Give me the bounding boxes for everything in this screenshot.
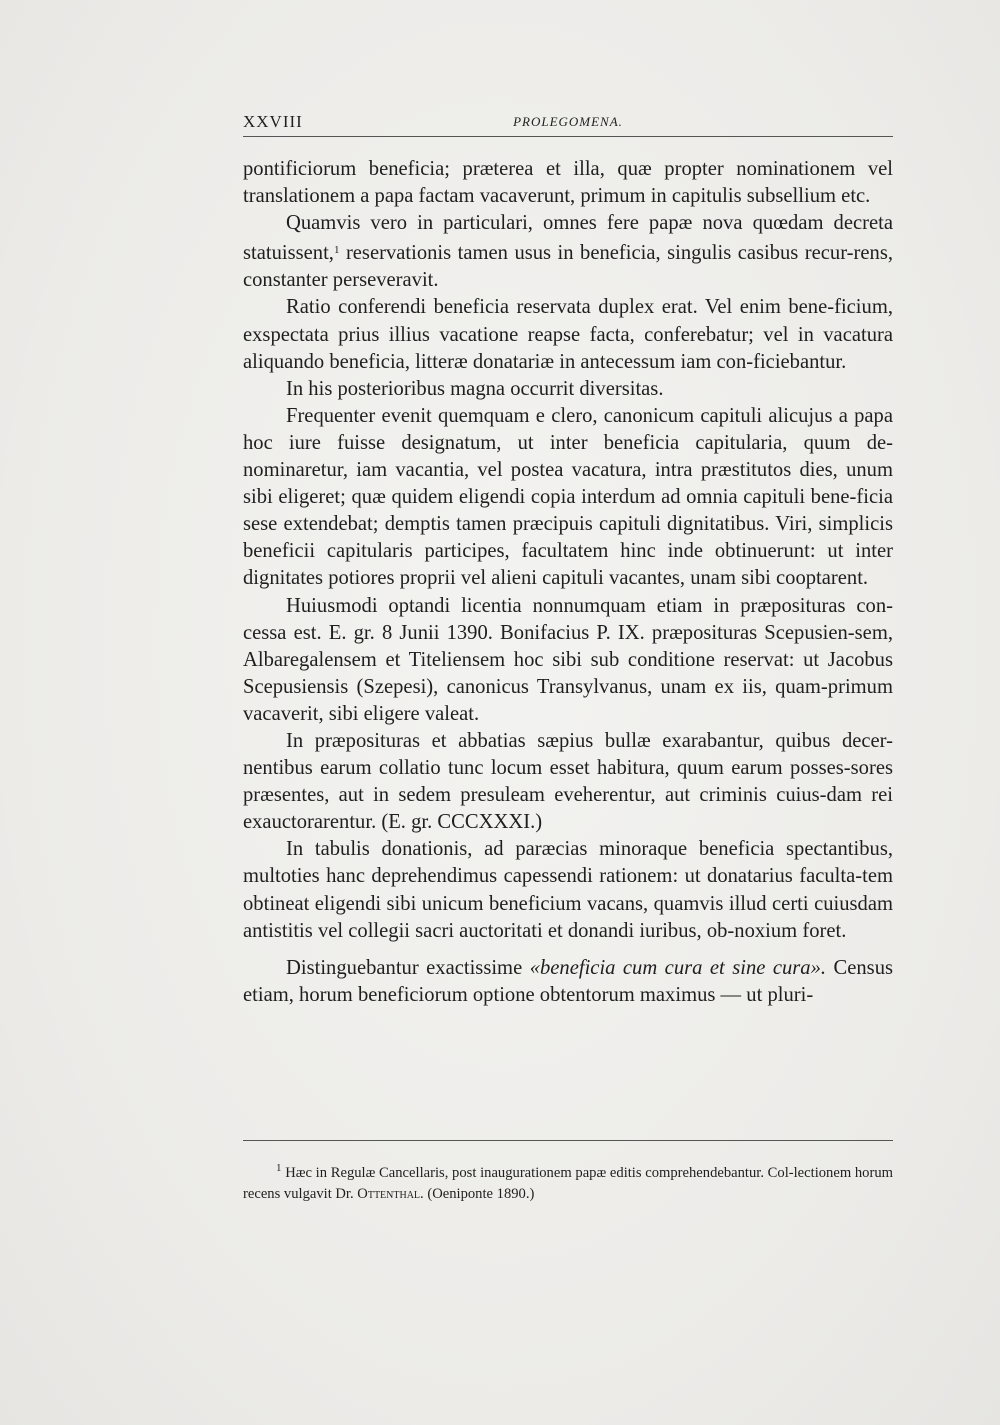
footnote xyxy=(243,1158,893,1205)
paragraph: In his posterioribus magna occurrit diversitas. xyxy=(286,377,664,400)
paragraph-text: Census etiam, horum beneficiorum optione obtentorum maximus — ut pluri- xyxy=(243,956,893,1006)
paragraph xyxy=(243,955,893,1009)
paragraph: In tabulis donationis, ad paræcias minoraque beneficia spectantibus, multoties hanc deprehendimus capessendi rationem: ut donatarius faculta-tem obtineat eligendi sibi unicum beneficium vacans, quamvis illud certi cuiusdam antistitis vel collegii sacri auctoritati et donandi iuribus, ob-noxium foret. xyxy=(243,838,893,942)
page-header xyxy=(243,110,893,137)
page-number: XXVIII xyxy=(243,112,303,131)
paragraph: pontificiorum beneficia; præterea et illa, quæ propter nominationem vel translationem a papa factam vacaverunt, primum in capitulis subsellium etc. xyxy=(243,158,893,208)
paragraph: Huiusmodi optandi licentia nonnumquam etiam in præposituras con-cessa est. E. gr. 8 Junii 1390. Bonifacius P. IX. præposituras Scepusien-sem, Albaregalensem et Titeliensem hoc sibi sub conditione reservat: ut Jacobus Scepusiensis (Szepesi), canonicus Transylvanus, unam ex iis, quam-primum vacaverit, sibi eligere valeat. xyxy=(243,594,893,725)
footnote-author: Ottenthal. xyxy=(357,1186,424,1202)
paragraph: Ratio conferendi beneficia reservata duplex erat. Vel enim bene-ficium, exspectata prius illius vacatione reapse facta, conferebatur; vel in vacatura aliquando beneficia, litteræ donatariæ in antecessum iam con-ficiebantur. xyxy=(243,296,893,373)
paragraph: In præposituras et abbatias sæpius bullæ exarabantur, quibus decer-nentibus earum collatio tunc locum esset habitura, quum earum posses-sores præsentes, aut in sedem presuleam eveherentur, aut criminis cuius-dam rei exauctorarentur. (E. gr. CCCXXXI.) xyxy=(243,729,893,834)
paragraph xyxy=(243,210,893,294)
paragraph: Frequenter evenit quemquam e clero, canonicum capituli alicujus a papa hoc iure fuisse designatum, ut inter beneficia capitularia, quum de-nominaretur, iam vacantia, vel postea vacatura, intra præstitutos dies, unum sibi eligeret; quæ quidem eligendi copia interdum ad omnia capituli bene-ficia sese extendebat; demptis tamen præcipuis capituli dignitatibus. Viri, simplicis beneficii capitularis participes, facultatem hinc inde obtinuerunt: ut inter dignitates potiores proprii vel alieni capituli vacantes, unam sibi cooptarent. xyxy=(243,404,893,590)
paragraph-text: Quamvis vero in particulari, omnes fere papæ nova quœdam decreta statuissent, xyxy=(243,212,893,265)
footnote-citation: (Oeniponte 1890.) xyxy=(427,1186,535,1202)
italic-phrase: «beneficia cum cura et sine cura». xyxy=(529,956,827,979)
running-title: PROLEGOMENA. xyxy=(513,114,623,129)
paragraph-text: reservationis tamen usus in beneficia, singulis casibus recur-rens, constanter perseveravit. xyxy=(243,242,893,292)
footnote-reference: 1 xyxy=(333,244,340,257)
paragraph-text: Distinguebantur exactissime xyxy=(286,956,523,979)
footnote-number: 1 xyxy=(276,1162,282,1174)
footnote-divider xyxy=(243,1140,893,1141)
body-text xyxy=(243,156,893,1009)
footnote-text: Hæc in Regulæ Cancellaris, post inaugurationem papæ editis comprehendebantur. Col-lectionem horum recens vulgavit Dr. xyxy=(243,1165,893,1202)
